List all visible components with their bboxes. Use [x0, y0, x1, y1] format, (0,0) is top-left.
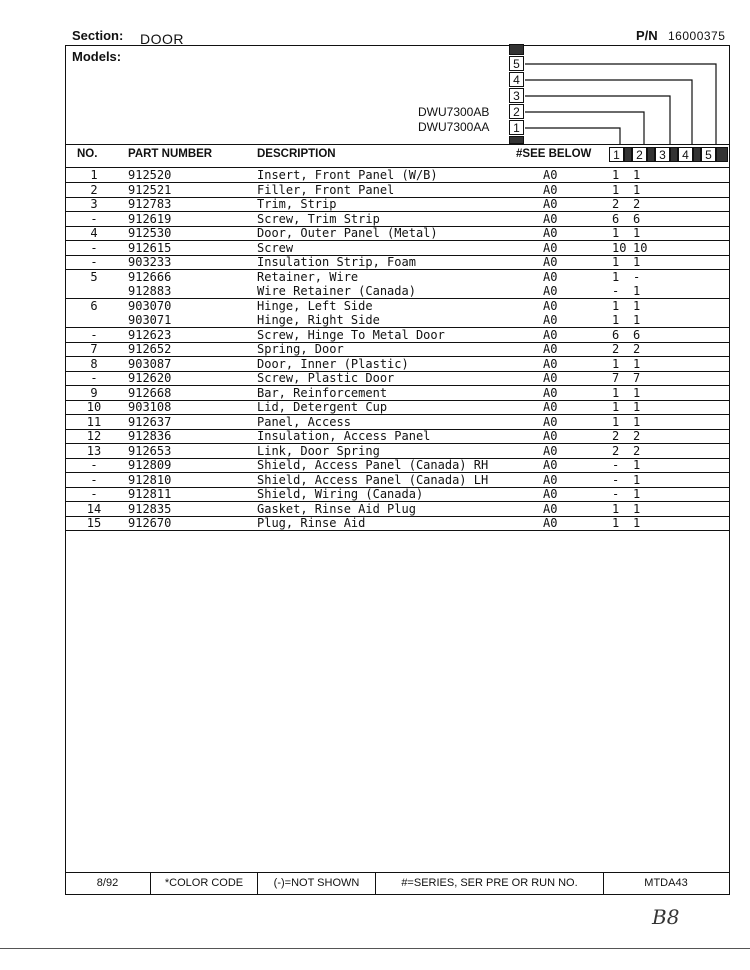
row-part-number: 912530: [128, 226, 172, 240]
row-see-below: A0: [543, 501, 558, 516]
row-part-number: 903108: [128, 400, 172, 414]
row-qty-model-2: 1: [633, 400, 641, 414]
footer-color-code: *COLOR CODE: [151, 873, 258, 894]
row-qty-model-2: 1: [633, 516, 641, 530]
row-see-below: A0: [543, 211, 558, 226]
row-part-number: 903070: [128, 298, 172, 313]
index-box-5: 5: [509, 56, 524, 71]
table-row: [65, 415, 730, 430]
row-qty-model-2: 1: [633, 487, 641, 501]
row-see-below: A0: [543, 284, 558, 298]
row-no: -: [90, 255, 98, 269]
table-row: [65, 212, 730, 227]
col-see-header: #SEE BELOW: [516, 148, 592, 160]
row-description: Link, Door Spring: [257, 443, 380, 458]
row-qty-model-2: 1: [633, 255, 641, 269]
row-see-below: A0: [543, 385, 558, 400]
row-no: 6: [90, 298, 98, 313]
row-qty-model-1: 1: [612, 226, 620, 240]
table-row: [65, 328, 730, 343]
row-description: Bar, Reinforcement: [257, 385, 388, 400]
row-qty-model-1: 6: [612, 211, 620, 226]
row-no: 2: [90, 182, 98, 197]
row-description: Door, Outer Panel (Metal): [257, 226, 438, 240]
row-description: Insulation Strip, Foam: [257, 255, 416, 269]
row-qty-model-1: -: [612, 284, 620, 298]
table-row: [65, 168, 730, 183]
row-description: Insert, Front Panel (W/B): [257, 168, 438, 182]
row-description: Screw, Hinge To Metal Door: [257, 327, 445, 342]
row-qty-model-2: 1: [633, 313, 641, 327]
row-qty-model-1: 1: [612, 168, 620, 182]
row-see-below: A0: [543, 400, 558, 414]
row-see-below: A0: [543, 269, 558, 284]
row-qty-model-2: 2: [633, 443, 641, 458]
row-qty-model-1: 1: [612, 414, 620, 429]
row-part-number: 912668: [128, 385, 172, 400]
row-no: -: [90, 472, 98, 487]
row-qty-model-2: 1: [633, 356, 641, 371]
row-qty-model-2: 10: [633, 240, 648, 255]
row-no: 8: [90, 356, 98, 371]
row-part-number: 912620: [128, 371, 172, 385]
row-part-number: 912653: [128, 443, 172, 458]
row-description: Spring, Door: [257, 342, 344, 356]
row-part-number: 912809: [128, 458, 172, 472]
pn-label: P/N: [636, 28, 658, 43]
table-row: [65, 386, 730, 401]
row-description: Shield, Access Panel (Canada) RH: [257, 458, 489, 472]
col-part-header: PART NUMBER: [128, 148, 213, 160]
row-qty-model-1: 1: [612, 313, 620, 327]
row-part-number: 903071: [128, 313, 172, 327]
table-row: [65, 502, 730, 517]
legend-footer: [65, 872, 730, 895]
row-see-below: A0: [543, 182, 558, 197]
models-rule: [65, 144, 730, 145]
table-row: [65, 429, 730, 444]
row-description: Screw, Plastic Door: [257, 371, 395, 385]
row-description: Door, Inner (Plastic): [257, 356, 409, 371]
table-row: [65, 183, 730, 198]
row-see-below: A0: [543, 313, 558, 327]
row-qty-model-1: 1: [612, 298, 620, 313]
index-box-3: 3: [509, 88, 524, 103]
table-row: [65, 473, 730, 488]
row-qty-model-2: 1: [633, 226, 641, 240]
row-qty-model-2: 6: [633, 211, 641, 226]
row-part-number: 912520: [128, 168, 172, 182]
row-qty-model-2: 1: [633, 168, 641, 182]
row-no: -: [90, 458, 98, 472]
table-row: [65, 371, 730, 386]
row-qty-model-1: 1: [612, 356, 620, 371]
row-description: Gasket, Rinse Aid Plug: [257, 501, 416, 516]
table-row: [65, 226, 730, 241]
table-row: [65, 357, 730, 372]
col-model-1: 1: [609, 147, 624, 162]
row-qty-model-1: -: [612, 472, 620, 487]
col-desc-header: DESCRIPTION: [257, 148, 336, 160]
row-no: -: [90, 240, 98, 255]
row-see-below: A0: [543, 240, 558, 255]
row-see-below: A0: [543, 356, 558, 371]
row-qty-model-1: 7: [612, 371, 620, 385]
footer-code: MTDA43: [644, 877, 688, 889]
connector-1: [525, 128, 620, 144]
col-model-shade: [693, 147, 701, 162]
row-see-below: A0: [543, 168, 558, 182]
table-row: [65, 400, 730, 415]
row-description: Wire Retainer (Canada): [257, 284, 416, 298]
row-no: -: [90, 371, 98, 385]
row-qty-model-2: -: [633, 269, 641, 284]
col-model-shade: [670, 147, 678, 162]
row-qty-model-2: 1: [633, 385, 641, 400]
col-model-shade: [647, 147, 655, 162]
row-see-below: A0: [543, 414, 558, 429]
row-qty-model-1: 6: [612, 327, 620, 342]
row-qty-model-1: 2: [612, 197, 620, 211]
row-part-number: 912619: [128, 211, 172, 226]
model-connector-lines: [520, 56, 730, 146]
row-qty-model-1: 1: [612, 182, 620, 197]
row-qty-model-2: 2: [633, 197, 641, 211]
row-qty-model-2: 6: [633, 327, 641, 342]
row-part-number: 912615: [128, 240, 172, 255]
row-see-below: A0: [543, 443, 558, 458]
row-description: Trim, Strip: [257, 197, 337, 211]
row-qty-model-2: 7: [633, 371, 641, 385]
index-box-shade: [509, 44, 524, 55]
row-qty-model-1: -: [612, 458, 620, 472]
col-model-shade: [716, 147, 728, 162]
row-description: Panel, Access: [257, 414, 351, 429]
row-see-below: A0: [543, 255, 558, 269]
row-part-number: 912836: [128, 429, 172, 443]
table-row: [65, 197, 730, 212]
row-qty-model-2: 2: [633, 342, 641, 356]
row-no: 15: [86, 516, 102, 530]
model-name-2: DWU7300AB: [418, 105, 490, 119]
row-qty-model-2: 1: [633, 472, 641, 487]
row-part-number: 912883: [128, 284, 172, 298]
row-part-number: 912835: [128, 501, 172, 516]
row-part-number: 912666: [128, 269, 172, 284]
footer-date: 8/92: [65, 873, 151, 894]
row-description: Hinge, Left Side: [257, 298, 373, 313]
table-row: [65, 255, 730, 270]
section-value: DOOR: [140, 31, 184, 47]
row-description: Plug, Rinse Aid: [257, 516, 366, 530]
row-see-below: A0: [543, 458, 558, 472]
row-qty-model-1: 1: [612, 269, 620, 284]
col-model-5: 5: [701, 147, 716, 162]
row-description: Filler, Front Panel: [257, 182, 395, 197]
row-no: 7: [90, 342, 98, 356]
col-no-header: NO.: [77, 148, 98, 160]
row-see-below: A0: [543, 342, 558, 356]
table-row: [65, 270, 730, 284]
row-no: 12: [86, 429, 102, 443]
row-qty-model-1: 1: [612, 385, 620, 400]
row-see-below: A0: [543, 226, 558, 240]
row-no: 10: [86, 400, 102, 414]
row-qty-model-2: 1: [633, 414, 641, 429]
table-row: [65, 241, 730, 256]
row-see-below: A0: [543, 327, 558, 342]
row-qty-model-1: 1: [612, 255, 620, 269]
row-part-number: 912783: [128, 197, 172, 211]
table-row: [65, 342, 730, 357]
row-qty-model-1: 2: [612, 429, 620, 443]
row-qty-model-2: 1: [633, 284, 641, 298]
row-part-number: 903087: [128, 356, 172, 371]
row-no: 3: [90, 197, 98, 211]
index-box-2: 2: [509, 104, 524, 119]
row-no: 13: [86, 443, 102, 458]
index-box-1: 1: [509, 120, 524, 135]
row-qty-model-1: 1: [612, 400, 620, 414]
row-description: Retainer, Wire: [257, 269, 359, 284]
row-description: Shield, Wiring (Canada): [257, 487, 424, 501]
row-description: Lid, Detergent Cup: [257, 400, 388, 414]
table-row: [65, 299, 730, 313]
col-model-2: 2: [632, 147, 647, 162]
row-no: -: [90, 487, 98, 501]
row-qty-model-2: 1: [633, 458, 641, 472]
row-no: -: [90, 327, 98, 342]
row-part-number: 912670: [128, 516, 172, 530]
pn-value: 16000375: [668, 29, 726, 43]
row-description: Insulation, Access Panel: [257, 429, 431, 443]
row-no: 1: [90, 168, 98, 182]
row-qty-model-2: 1: [633, 182, 641, 197]
col-model-4: 4: [678, 147, 693, 162]
row-description: Screw, Trim Strip: [257, 211, 380, 226]
row-description: Screw: [257, 240, 294, 255]
row-qty-model-1: 2: [612, 342, 620, 356]
connector-3: [525, 96, 670, 144]
table-row: [65, 458, 730, 473]
row-part-number: 912623: [128, 327, 172, 342]
models-label: Models:: [72, 49, 122, 64]
table-row: [65, 487, 730, 502]
row-see-below: A0: [543, 371, 558, 385]
row-no: 11: [86, 414, 102, 429]
index-box-4: 4: [509, 72, 524, 87]
section-label: Section:: [72, 28, 124, 43]
row-see-below: A0: [543, 429, 558, 443]
row-no: -: [90, 211, 98, 226]
row-part-number: 912521: [128, 182, 172, 197]
row-see-below: A0: [543, 472, 558, 487]
row-see-below: A0: [543, 298, 558, 313]
page-bottom-rule: [0, 948, 750, 949]
table-row: [65, 284, 730, 299]
table-row: [65, 444, 730, 459]
footer-series: #=SERIES, SER PRE OR RUN NO.: [376, 873, 604, 894]
row-see-below: A0: [543, 516, 558, 530]
row-qty-model-2: 1: [633, 501, 641, 516]
row-part-number: 912810: [128, 472, 172, 487]
row-part-number: 912652: [128, 342, 172, 356]
row-part-number: 903233: [128, 255, 172, 269]
row-qty-model-1: 1: [612, 501, 620, 516]
col-model-3: 3: [655, 147, 670, 162]
row-part-number: 912811: [128, 487, 172, 501]
row-description: Shield, Access Panel (Canada) LH: [257, 472, 489, 487]
row-no: 14: [86, 501, 102, 516]
row-qty-model-1: 1: [612, 516, 620, 530]
table-row: [65, 313, 730, 328]
row-qty-model-1: -: [612, 487, 620, 501]
model-name-1: DWU7300AA: [418, 120, 490, 134]
col-model-shade: [624, 147, 632, 162]
row-no: 5: [90, 269, 98, 284]
row-see-below: A0: [543, 487, 558, 501]
row-no: 9: [90, 385, 98, 400]
row-see-below: A0: [543, 197, 558, 211]
table-row: [65, 516, 730, 531]
row-part-number: 912637: [128, 414, 172, 429]
row-description: Hinge, Right Side: [257, 313, 380, 327]
row-qty-model-1: 2: [612, 443, 620, 458]
footer-not-shown: (-)=NOT SHOWN: [258, 873, 376, 894]
row-qty-model-1: 10: [612, 240, 627, 255]
row-qty-model-2: 2: [633, 429, 641, 443]
handwritten-note: B8: [652, 905, 680, 929]
row-no: 4: [90, 226, 98, 240]
row-qty-model-2: 1: [633, 298, 641, 313]
